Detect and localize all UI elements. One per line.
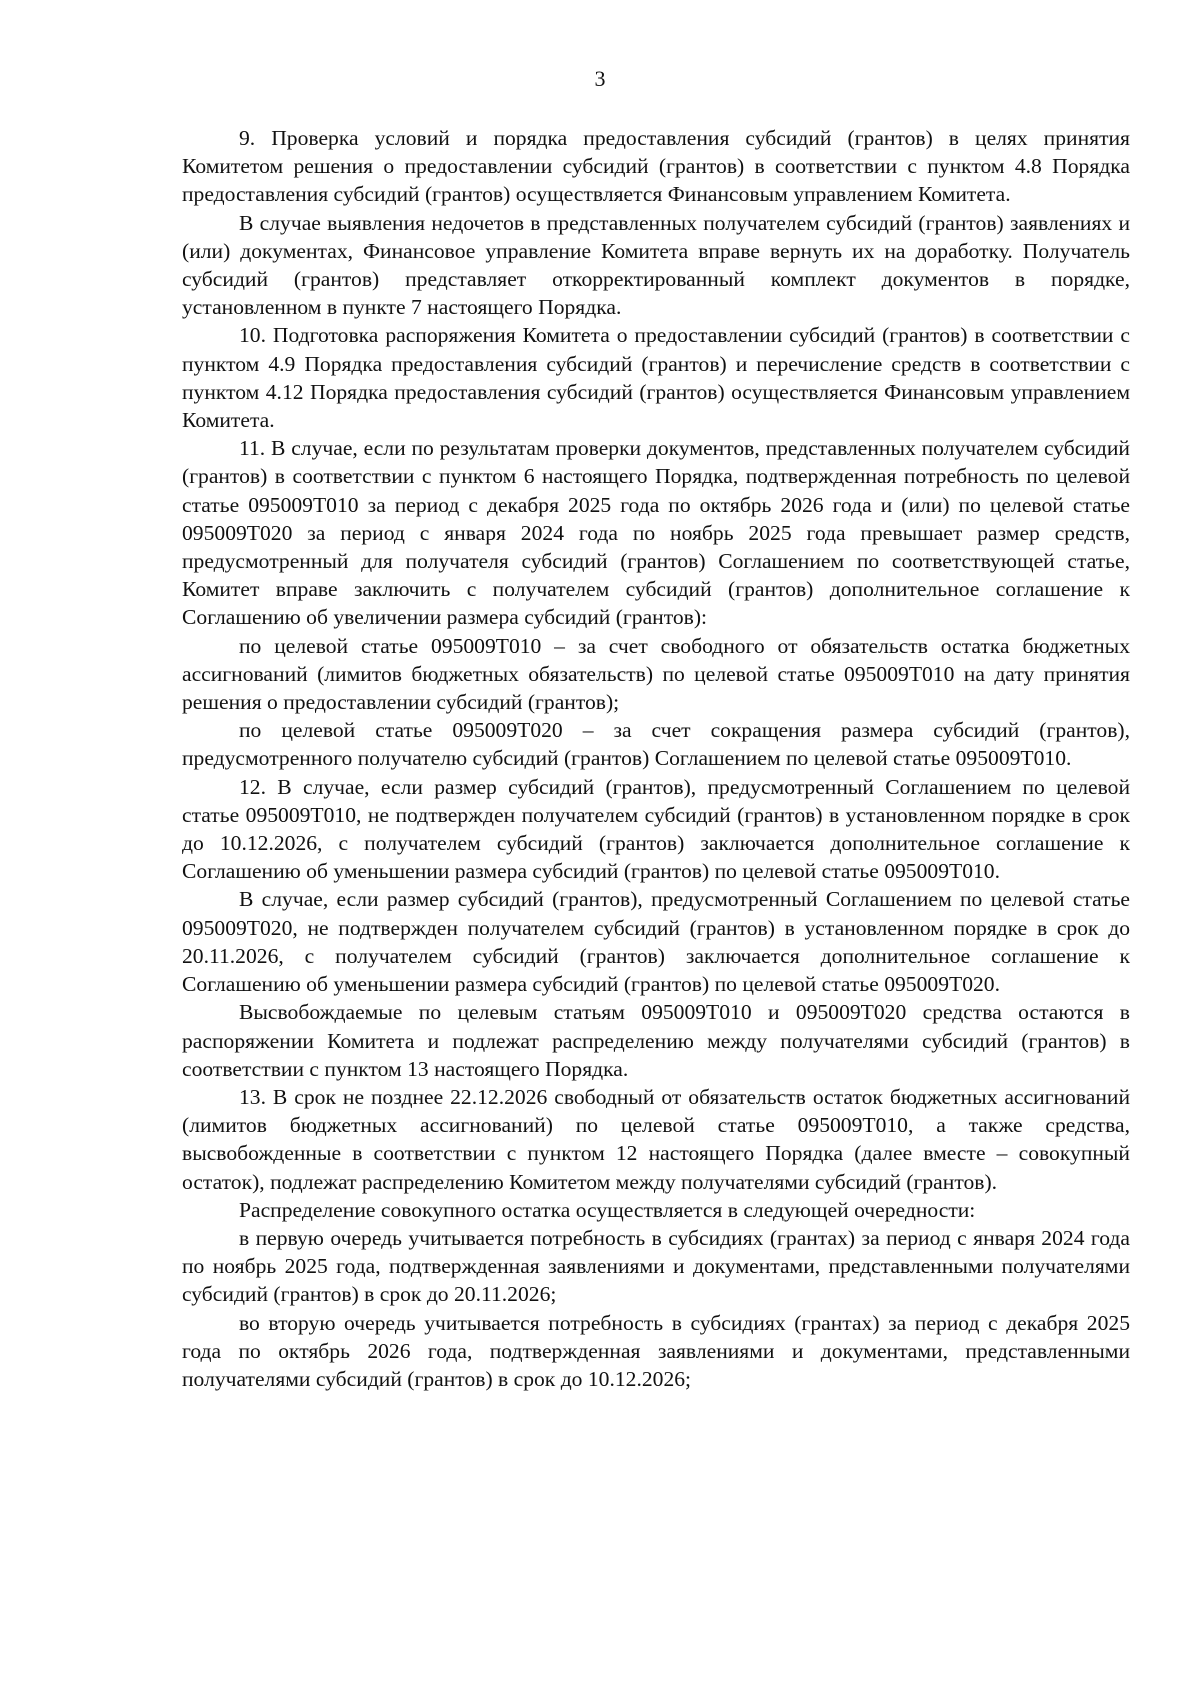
paragraph-9: 9. Проверка условий и порядка предоставления субсидий (грантов) в целях принятия Комитетом решения о предоставлении субсидий (грантов) в соответствии с пунктом 4.8 Порядка предоставления субсидий (грантов) осуществляется Финансовым управлением Комитета. — [182, 126, 1130, 207]
paragraph-12: 12. В случае, если размер субсидий (грантов), предусмотренный Соглашением по целевой статье 095009Т010, не подтвержден получателем субсидий (грантов) в установленном порядке в срок до 10.12.2026, с получателем субсидий (грантов) заключается дополнительное соглашение к Соглашению об уменьшении размера субсидий (грантов) по целевой статье 095009Т010. — [182, 774, 1130, 884]
paragraph-13: 13. В срок не позднее 22.12.2026 свободный от обязательств остаток бюджетных ассигнований (лимитов бюджетных ассигнований) по целевой статье 095009Т010, а также средства, высвобожденные в соответствии с пунктом 12 настоящего Порядка (далее вместе – совокупный остаток), подлежат распределению Комитетом между получателями субсидий (грантов). — [182, 1084, 1130, 1194]
paragraph-13-second-priority: во вторую очередь учитывается потребность в субсидиях (грантах) за период с декабря 2025 года по октябрь 2026 года, подтвержденная заявлениями и документами, представленными получателями субсидий (грантов) в срок до 10.12.2026; — [182, 1310, 1130, 1391]
paragraph-11: 11. В случае, если по результатам проверки документов, представленных получателем субсидий (грантов) в соответствии с пунктом 6 настоящего Порядка, подтвержденная потребность по целевой статье 095009Т010 за период с декабря 2025 года по октябрь 2026 года и (или) по целевой статье 095009Т020 за период с января 2024 года по ноябрь 2025 года превышает размер средств, предусмотренный для получателя субсидий (грантов) Соглашением по соответствующей статье, Комитет вправе заключить с получателем субсидий (грантов) дополнительное соглашение к Соглашению об увеличении размера субсидий (грантов): — [182, 436, 1130, 630]
paragraph-12-t020: В случае, если размер субсидий (грантов), предусмотренный Соглашением по целевой статье 095009Т020, не подтвержден получателем субсидий (грантов) в установленном порядке в срок до 20.11.2026, с получателем субсидий (грантов) заключается дополнительное соглашение к Соглашению об уменьшении размера субсидий (грантов) по целевой статье 095009Т020. — [182, 887, 1130, 997]
page-number: 3 — [594, 66, 606, 91]
paragraph-10: 10. Подготовка распоряжения Комитета о предоставлении субсидий (грантов) в соответствии с пунктом 4.9 Порядка предоставления субсидий (грантов) и перечисление средств в соответствии с пунктом 4.12 Порядка предоставления субсидий (грантов) осуществляется Финансовым управлением Комитета. — [182, 323, 1130, 433]
paragraph-11-item-t010: по целевой статье 095009Т010 – за счет свободного от обязательств остатка бюджетных ассигнований (лимитов бюджетных обязательств) по целевой статье 095009Т010 на дату принятия решения о предоставлении субсидий (грантов); — [182, 633, 1130, 715]
paragraph-13-distribution-order: Распределение совокупного остатка осуществляется в следующей очередности: — [239, 1197, 976, 1222]
paragraph-13-first-priority: в первую очередь учитывается потребность в субсидиях (грантах) за период с января 2024 года по ноябрь 2025 года, подтвержденная заявлениями и документами, представленными получателями субсидий (грантов) в срок до 20.11.2026; — [182, 1225, 1130, 1307]
paragraph-12-released-funds: Высвобождаемые по целевым статьям 095009Т010 и 095009Т020 средства остаются в распоряжении Комитета и подлежат распределению между получателями субсидий (грантов) в соответствии с пунктом 13 настоящего Порядка. — [182, 1000, 1130, 1081]
paragraph-9-remarks: В случае выявления недочетов в представленных получателем субсидий (грантов) заявлениях и (или) документах, Финансовое управление Комитета вправе вернуть их на доработку. Получатель субсидий (грантов) представляет откорректированный комплект документов в порядке, установленном в пункте 7 настоящего Порядка. — [182, 210, 1130, 320]
document-body — [182, 124, 1130, 1393]
paragraph-11-item-t020: по целевой статье 095009Т020 – за счет сокращения размера субсидий (грантов), предусмотренного получателю субсидий (грантов) Соглашением по целевой статье 095009Т010. — [182, 718, 1130, 771]
